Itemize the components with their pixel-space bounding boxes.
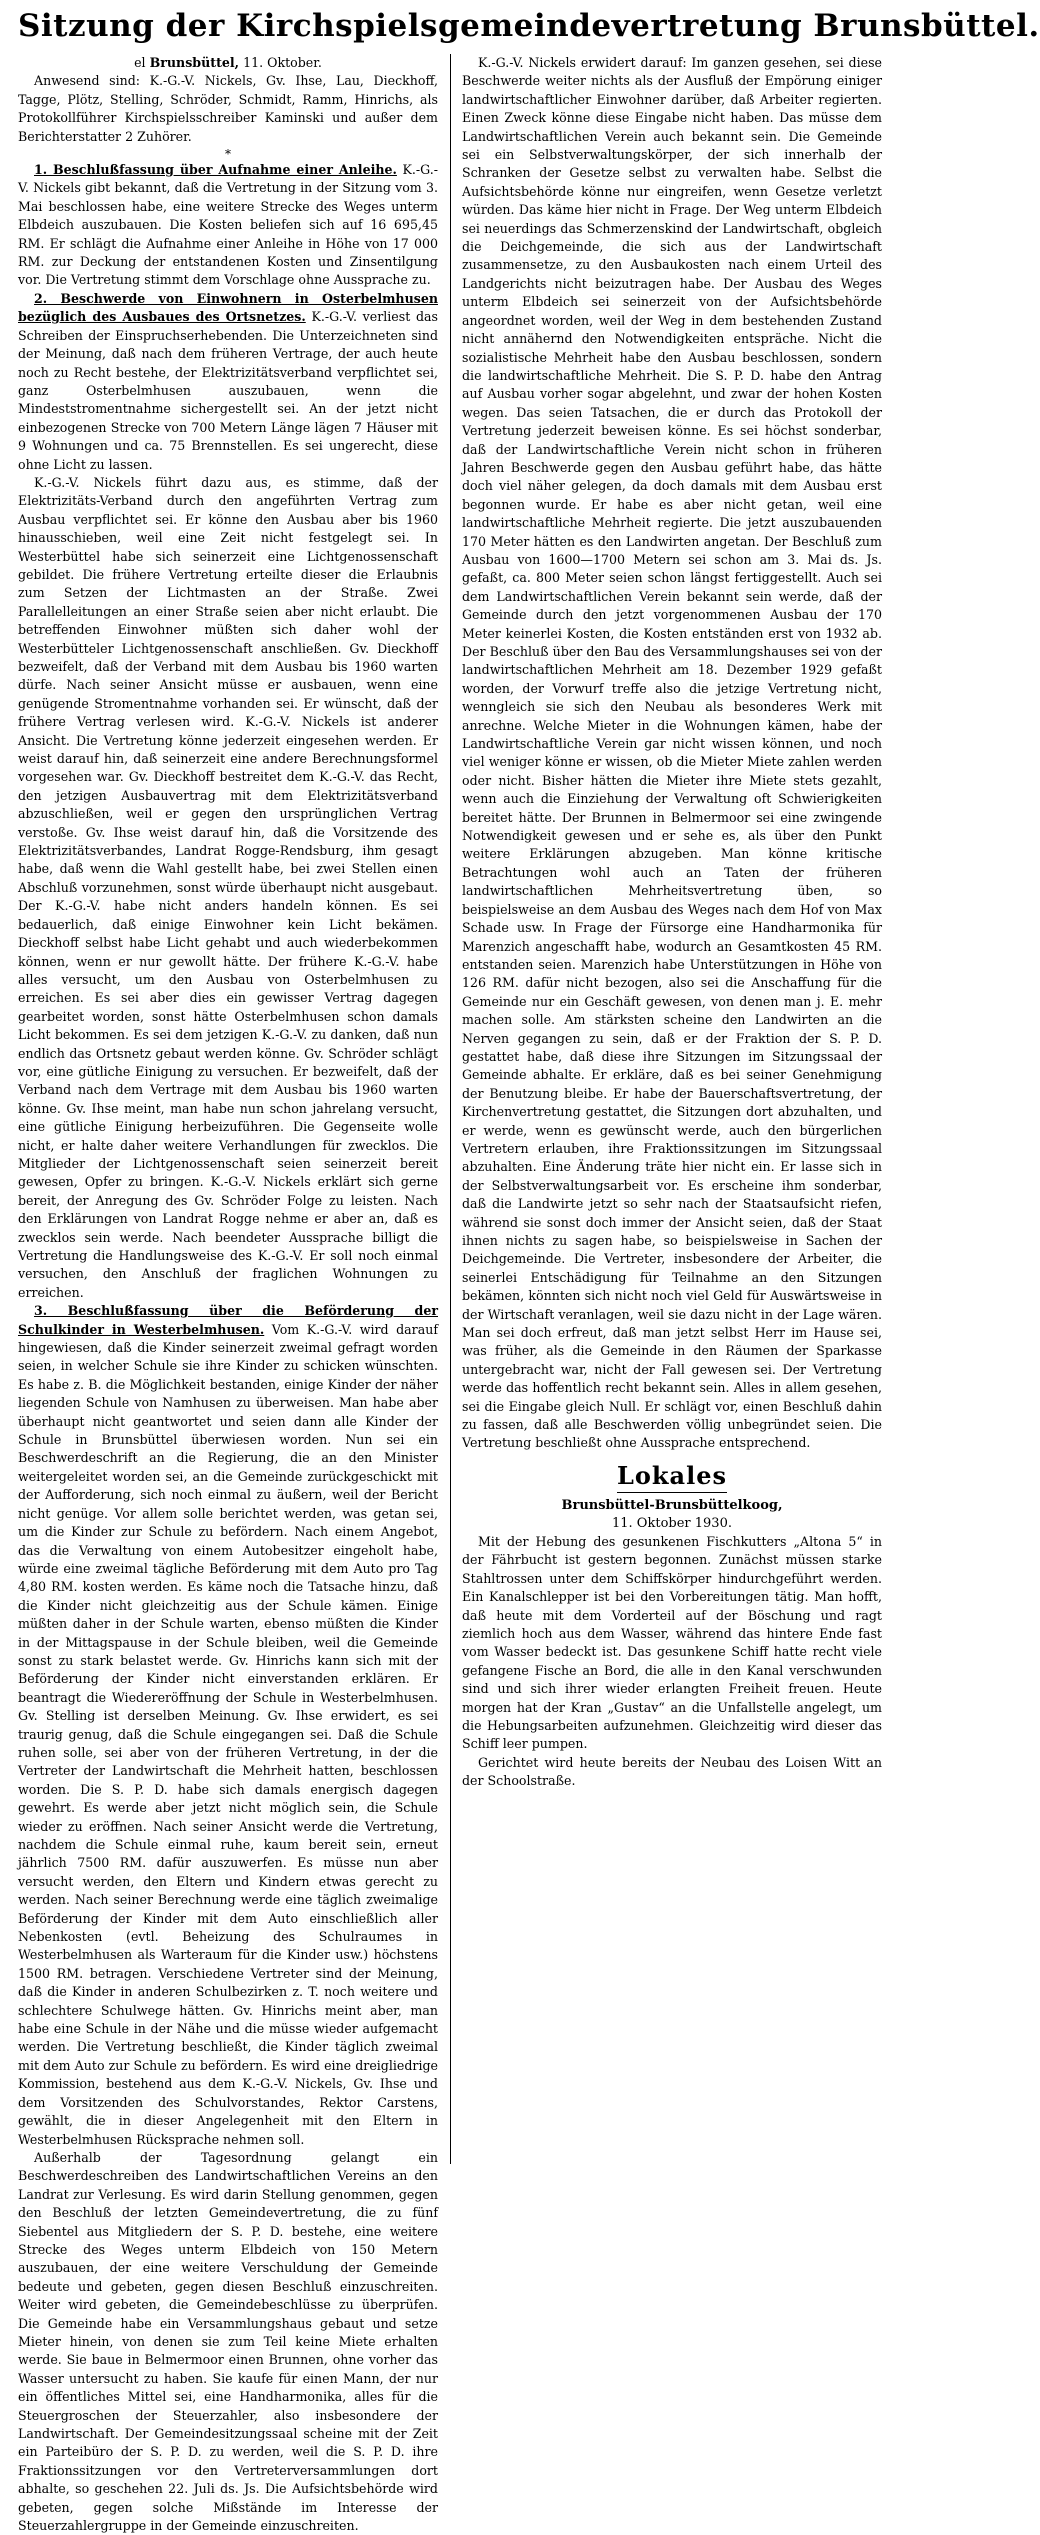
lokales-item-fishing-boat: Mit der Hebung des gesunkenen Fischkutters „Altona 5“ in der Fährbucht ist gestern begonnen. Zunächst müssen starke Stahltrossen unter dem Schiffskörper hindurchgeführt werden. Ein Kanalschlepper ist bei den Vorbereitungen tätig. Man hofft, daß heute mit dem Vorderteil auf der Böschung und ragt ziemlich hoch aus dem Wasser, während das hintere Ende fast vom Wasser bedeckt ist. Das gesunkene Schiff hatte recht viele gefangene Fische an Bord, die alle in den Kanal verschwunden sind und sich ihrer wieder erlangten Freiheit freuen. Heute morgen hat der Kran „Gustav“ an die Unfallstelle angelegt, um die Hebungsarbeiten aufzunehmen. Gleichzeitig wird dieser das Schiff leer pumpen. [462,1533,882,1752]
left-column [18,54,438,2534]
item3-text: Vom K.-G.-V. wird darauf hingewiesen, daß die Kinder seinerzeit zweimal gefragt worden seien, in welcher Schule sie ihre Kinder zu schicken wünschten. Es habe z. B. die Möglichkeit bestanden, einige Kinder der näher liegenden Schule von Namhusen zu überweisen. Man habe aber überhaupt nicht geantwortet und seien dann alle Kinder der Schule in Brunsbüttel überwiesen worden. Nun sei ein Beschwerdeschrift an die Regierung, die an den Minister weitergeleitet worden sei, an die Gemeinde zurückgeschickt mit der Aufforderung, sich noch einmal zu äußern, weil der Bericht nicht genüge. Vor allem solle berichtet werden, was getan sei, um die Kinder zur Schule zu befördern. Nach einem Angebot, das die Verwaltung von einem Autobesitzer eingeholt habe, würde eine zweimal tägliche Beförderung mit dem Auto pro Tag 4,80 RM. kosten werden. Es käme noch die Tatsache hinzu, daß die Kinder nicht gleichzeitig aus der Schule kämen. Einige müßten daher in der Schule warten, ebenso müßten die Kinder in der Mittagspause in der Schule bleiben, weil die Gemeinde sonst zu stark belastet werde. Gv. Hinrichs kann sich mit der Beförderung der Kinder nicht einverstanden erklären. Er beantragt die Wiedereröffnung der Schule in Westerbelmhusen. Gv. Stelling ist derselben Meinung. Gv. Ihse erwidert, es sei traurig genug, daß die Schule eingegangen sei. Daß die Schule ruhen solle, sei aber von der früheren Vertretung, in der die Vertreter der Landwirtschaft die Mehrheit hatten, beschlossen worden. Die S. P. D. habe sich damals energisch dagegen gewehrt. Es werde aber jetzt nicht möglich sein, die Schule wieder zu eröffnen. Nach seiner Ansicht werde die Vertretung, nachdem die Schule einmal ruhe, kaum bereit sein, erneut jährlich 7500 RM. dafür auszuwerfen. Es müsse nun aber versucht werden, den Eltern und Kindern etwas gerecht zu werden. Nach seiner Berechnung werde eine täglich zweimalige Beförderung der Kinder mit dem Auto einschließlich aller Nebenkosten (evtl. Beheizung des Schulraumes in Westerbelmhusen als Warteraum für die Kinder usw.) höchstens 1500 RM. betragen. Verschiedene Vertreter sind der Meinung, daß die Kinder in anderen Schulbezirken z. T. noch weitere und schlechtere Schulwege hätten. Gv. Hinrichs meint aber, man habe eine Schule in der Nähe und die müsse wieder aufgemacht werden. Die Vertretung beschließt, die Kinder täglich zweimal mit dem Auto zur Schule zu befördern. Es wird eine dreigliedrige Kommission, bestehend aus dem K.-G.-V. Nickels, Gv. Ihse und dem Vorsitzenden des Schulvorstandes, Rektor Carstens, gewählt, die in dieser Angelegenheit mit den Eltern in Westerbelmhusen Rücksprache nehmen soll. [18,1321,438,2147]
dateline-place: Brunsbüttel, [149,55,240,70]
item1-title: 1. Beschlußfassung über Aufnahme einer Anleihe. [34,162,397,178]
item1-text: K.-G.-V. Nickels gibt bekannt, daß die Vertretung in der Sitzung vom 3. Mai beschlossen habe, eine weitere Strecke des Weges unterm Elbdeich auszubauen. Die Kosten beliefen sich auf 16 695,45 RM. Er schlägt die Aufnahme einer Anleihe in Höhe von 17 000 RM. zur Deckung der entstandenen Kosten und Zinsentilgung vor. Die Vertretung stimmt dem Vorschlage ohne Aussprache zu. [18,162,438,288]
attendance-paragraph: Anwesend sind: K.-G.-V. Nickels, Gv. Ihse, Lau, Dieckhoff, Tagge, Plötz, Stelling, Schröder, Schmidt, Ramm, Hinrichs, als Protokollführer Kirchspielsschreiber Kaminski und außer dem Berichterstatter 2 Zuhörer. [18,73,438,144]
chairman-reply-paragraph: K.-G.-V. Nickels erwidert darauf: Im ganzen gesehen, sei diese Beschwerde weiter nichts als der Ausfluß der Empörung einiger landwirtschaftlicher Einwohner darüber, daß Arbeiter regierten. Einen Zweck könne diese Eingabe nicht haben. Das müsse dem Landwirtschaftlichen Verein auch bekannt sein. Die Gemeinde sei ein Selbstverwaltungskörper, der sich innerhalb der Schranken der Gesetze selbst zu verwalten habe. Selbst die Aufsichtsbehörde könne nur eingreifen, wenn Gesetze verletzt würden. Das käme hier nicht in Frage. Der Weg unterm Elbdeich sei neuerdings das Schmerzenskind der Landwirtschaft, obgleich die Deichgemeinde, die sich aus der Landwirtschaft zusammensetze, zu den Ausbaukosten nach einem Urteil des Landgerichts nicht beizutragen habe. Der Ausbau des Weges unterm Elbdeich sei seinerzeit von der Aufsichtsbehörde angeordnet worden, weil der Weg in dem bestehenden Zustand nicht annähernd den Notwendigkeiten entspräche. Nicht die sozialistische Mehrheit habe den Ausbau beschlossen, sondern die landwirtschaftliche Mehrheit. Die S. P. D. habe den Antrag auf Ausbau vorher sogar abgelehnt, und zwar der hohen Kosten wegen. Das seien Tatsachen, die er durch das Protokoll der Vertretung jederzeit beweisen könne. Es sei höchst sonderbar, daß der Landwirtschaftliche Verein nicht schon in früheren Jahren Beschwerde gegen den Ausbau geführt habe, das hätte doch viel näher gelegen, da doch damals mit dem Ausbau erst begonnen wurde. Er habe es aber nicht getan, weil eine landwirtschaftliche Mehrheit regierte. Die jetzt auszubauenden 170 Meter hätten es den Landwirten angetan. Der Beschluß zum Ausbau von 1600—1700 Metern sei schon am 3. Mai ds. Js. gefaßt, ca. 800 Meter seien schon längst fertiggestellt. Auch sei dem Landwirtschaftlichen Verein bekannt sein werde, daß der Gemeinde durch den jetzt vorgenommenen Ausbau der 170 Meter keinerlei Kosten, die Kosten entständen erst von 1932 ab. Der Beschluß über den Bau des Versammlungshauses sei von der landwirtschaftlichen Mehrheit am 18. Dezember 1929 gefaßt worden, der Vorwurf treffe also die jetzige Vertretung nicht, wenngleich sie sich den Neubau als besonderes Werk mit anrechne. Welche Mieter in die Wohnungen kämen, habe der Landwirtschaftliche Verein gar nicht wissen können, und noch viel weniger könne er wissen, ob die Mieter Miete zahlen werden oder nicht. Bisher hätten die Mieter ihre Miete stets gezahlt, wenn auch die Einziehung der Verwaltung oft Schwierigkeiten bereitet hätte. Der Brunnen in Belmermoor sei eine zwingende Notwendigkeit gewesen und er sehe es, als über den Punkt weitere Erklärungen abzugeben. Man könne kritische Betrachtungen wohl auch an Taten der früheren landwirtschaftlichen Mehrheitsvertretung üben, so beispielsweise an dem Ausbau des Weges nach dem Hof von Max Schade usw. In Frage der Fürsorge eine Handharmonika für Marenzich angeschafft habe, wodurch an Gesamtkosten 45 RM. entstanden seien. Marenzich habe Unterstützungen in Höhe von 126 RM. dafür nicht bezogen, also sei die Anschaffung für die Gemeinde nur ein Geschäft gewesen, von denen man j. E. mehr machen solle. Am stärksten scheine den Landwirten an die Nerven gegangen zu sein, daß er der Fraktion der S. P. D. gestattet habe, daß diese ihre Sitzungen im Sitzungssaal der Gemeinde abhalte. Er erkläre, daß es bei seiner Genehmigung der Benutzung bleibe. Er habe der Bauerschaftsvertretung, der Kirchenvertretung gestattet, die Sitzungen dort abzuhalten, und er werde, wenn es gewünscht werde, auch den bürgerlichen Vertretern erlauben, ihre Fraktionssitzungen im Sitzungssaal abzuhalten. Eine Änderung träte hier nicht ein. Er lasse sich in der Selbstverwaltungsarbeit vor. Es erscheine ihm sonderbar, daß die Landwirte jetzt so sehr nach der Staatsaufsicht riefen, während sie sonst doch immer der Ansicht seien, daß der Staat ihnen nichts zu sagen habe, so beispielsweise in Sachen der Deichgemeinde. Die Vertreter, insbesondere der Arbeiter, die seinerlei Entschädigung für Teilnahme an den Sitzungen bekämen, könnten sich nicht noch viel Geld für Auswärtsweise in der Wirtschaft veranlagen, weil sie dazu nicht in der Lage wären. Man sei doch erfreut, daß man jetzt selbst Herr im Hause sei, was früher, als die Gemeinde in den Räumen der Sparkasse untergebracht war, nicht der Fall gewesen sei. Der Vertretung werde das hoffentlich recht bekannt sein. Alles in allem gesehen, sei die Eingabe gleich Null. Er schlägt vor, einen Beschluß dahin zu fassen, daß alle Beschwerden völlig unbegründet seien. Die Vertretung beschließt ohne Aussprache entsprechend. [462,55,882,1451]
item2-paragraph [18,290,438,474]
outside-agenda-paragraph: Außerhalb der Tagesordnung gelangt ein Beschwerdeschreiben des Landwirtschaftlichen Vereins an den Landrat zur Verlesung. Es wird darin Stellung genommen, gegen den Beschluß der letzten Gemeindevertretung, die zu fünf Siebentel aus Mitgliedern der S. P. D. bestehe, eine weitere Strecke des Weges unterm Elbdeich von 150 Metern auszubauen, der eine weitere Verschuldung der Gemeinde bedeute und gebeten, gegen diesen Beschluß einzuschreiten. Weiter wird gebeten, die Gemeindebeschlüsse zu überprüfen. Die Gemeinde habe ein Versammlungshaus gebaut und setze Mieter hinein, von denen sie zum Teil keine Miete erhalten werde. Sie baue in Belmermoor einen Brunnen, ohne vorher das Wasser untersucht zu haben. Sie kaufe für einen Mann, der nur ein öffentliches Mittel sei, eine Handharmonika, alles für die Steuergroschen der Steuerzahler, also insbesondere der Landwirtschaft. Der Gemeindesitzungssaal scheine mit der Zeit ein Parteibüro der S. P. D. zu werden, weil die S. P. D. ihre Fraktionssitzungen vor den Vertreterversammlungen dort abhalte, so geschehen 22. Juli ds. Js. Die Aufsichtsbehörde wird gebeten, gegen solche Mißstände im Interesse der Steuerzahlergruppe in der Gemeinde einzuschreiten. [18,2149,438,2534]
lokales-date: 11. Oktober 1930. [612,1515,732,1531]
lokales-item-new-building: Gerichtet wird heute bereits der Neubau des Loisen Witt an der Schoolstraße. [462,1754,882,1789]
lokales-divider [617,1492,727,1493]
dateline-symbol: el [134,55,146,70]
item2-title: 2. Beschwerde von Einwohnern in Osterbelmhusen bezüglich des Ausbaues des Ortsnetzes. [18,290,438,325]
masthead: Sitzung der Kirchspielsgemeindevertretung Brunsbüttel. [18,8,1040,44]
section-star: * [225,147,231,162]
newspaper-page [18,6,1040,2534]
dateline [18,54,438,72]
column-rule [450,54,451,2164]
dateline-date: 11. Oktober. [243,55,322,70]
item2-discussion: K.-G.-V. Nickels führt dazu aus, es stimme, daß der Elektrizitäts-Verband durch den angeführten Vertrag zum Ausbau verpflichtet sei. Er könne den Ausbau aber bis 1960 hinausschieben, weil eine Zeit nicht festgelegt sei. In Westerbüttel habe sich seinerzeit eine Lichtgenossenschaft gebildet. Die frühere Vertretung erteilte dieser die Erlaubnis zum Setzen der Lichtmasten an der Straße. Zwei Parallelleitungen an einer Straße seien aber nicht erlaubt. Die betreffenden Einwohner müßten sich daher wohl der Westerbütteler Lichtgenossenschaft anschließen. Gv. Dieckhoff bezweifelt, daß der Verband mit dem Ausbau bis 1960 warten dürfe. Nach seiner Ansicht müsse er ausbauen, wenn eine genügende Stromentnahme vorhanden sei. Er wünscht, daß der frühere Vertrag verlesen wird. K.-G.-V. Nickels ist anderer Ansicht. Die Vertretung könne jederzeit eingesehen werden. Er weist darauf hin, daß seinerzeit eine andere Berechnungsformel vorgesehen war. Gv. Dieckhoff bestreitet dem K.-G.-V. das Recht, den jetzigen Ausbauvertrag mit dem Elektrizitätsverband abzuschließen, weil er gegen den ursprünglichen Vertrag verstoße. Gv. Ihse weist darauf hin, daß die Vorsitzende des Elektrizitätsverbandes, Landrat Rogge-Rendsburg, ihm gesagt habe, daß wenn die Wahl gestellt habe, bei zwei Stellen einen Abschluß vorzunehmen, sonst würde überhaupt nicht ausgebaut. Der K.-G.-V. habe nicht anders handeln können. Es sei bedauerlich, daß einige Einwohner kein Licht bekämen. Dieckhoff selbst habe Licht gehabt und auch wiederbekommen können, wenn er nur gewollt hätte. Der frühere K.-G.-V. habe alles versucht, um den Ausbau von Osterbelmhusen zu erreichen. Es sei aber dies ein gewisser Vertrag dagegen gearbeitet worden, sonst hätte Osterbelmhusen schon damals Licht bekommen. Es sei dem jetzigen K.-G.-V. zu danken, daß nun endlich das Ortsnetz gebaut werden könne. Gv. Schröder schlägt vor, eine gütliche Einigung zu versuchen. Er bezweifelt, daß der Verband nach dem Vertrage mit dem Ausbau bis 1960 warten könne. Gv. Ihse meint, man habe nun schon jahrelang versucht, eine gütliche Einigung herbeizuführen. Die Gegenseite wolle nicht, er halte daher weitere Verhandlungen für zwecklos. Die Mitglieder der Lichtgenossenschaft seien seinerzeit bereit gewesen, Opfer zu bringen. K.-G.-V. Nickels erklärt sich gerne bereit, der Anregung des Gv. Schröder Folge zu leisten. Nach den Erklärungen von Landrat Rogge nehme er aber an, daß es zwecklos sein werde. Nach beendeter Aussprache billigt die Vertretung die Handlungsweise des K.-G.-V. Er soll noch einmal versuchen, den Anschluß der fraglichen Wohnungen zu erreichen. [18,474,438,1300]
item3-title: 3. Beschlußfassung über die Beförderung der Schulkinder in Westerbelmhusen. [18,1303,438,1337]
article-columns [18,54,882,2534]
lokales-heading: Lokales [617,1460,727,1490]
item1-paragraph [18,161,438,290]
item3-paragraph [18,1302,438,2149]
right-column [462,54,882,2164]
item2-text: K.-G.-V. verliest das Schreiben der Einspruchserhebenden. Die Unterzeichneten sind der Meinung, daß nach dem früheren Vertrage, der auch heute noch zu Recht bestehe, der Elektrizitätsverband verpflichtet sei, ganz Osterbelmhusen auszubauen, wenn die Mindeststromentnahme sichergestellt sei. An der jetzt nicht einbezogenen Strecke von 700 Metern Länge lägen 7 Häuser mit 9 Wohnungen und ca. 75 Brennstellen. Es sei ungerecht, diese ohne Licht zu lassen. [18,309,438,472]
lokales-place: Brunsbüttel-Brunsbüttelkoog, [561,1497,783,1513]
